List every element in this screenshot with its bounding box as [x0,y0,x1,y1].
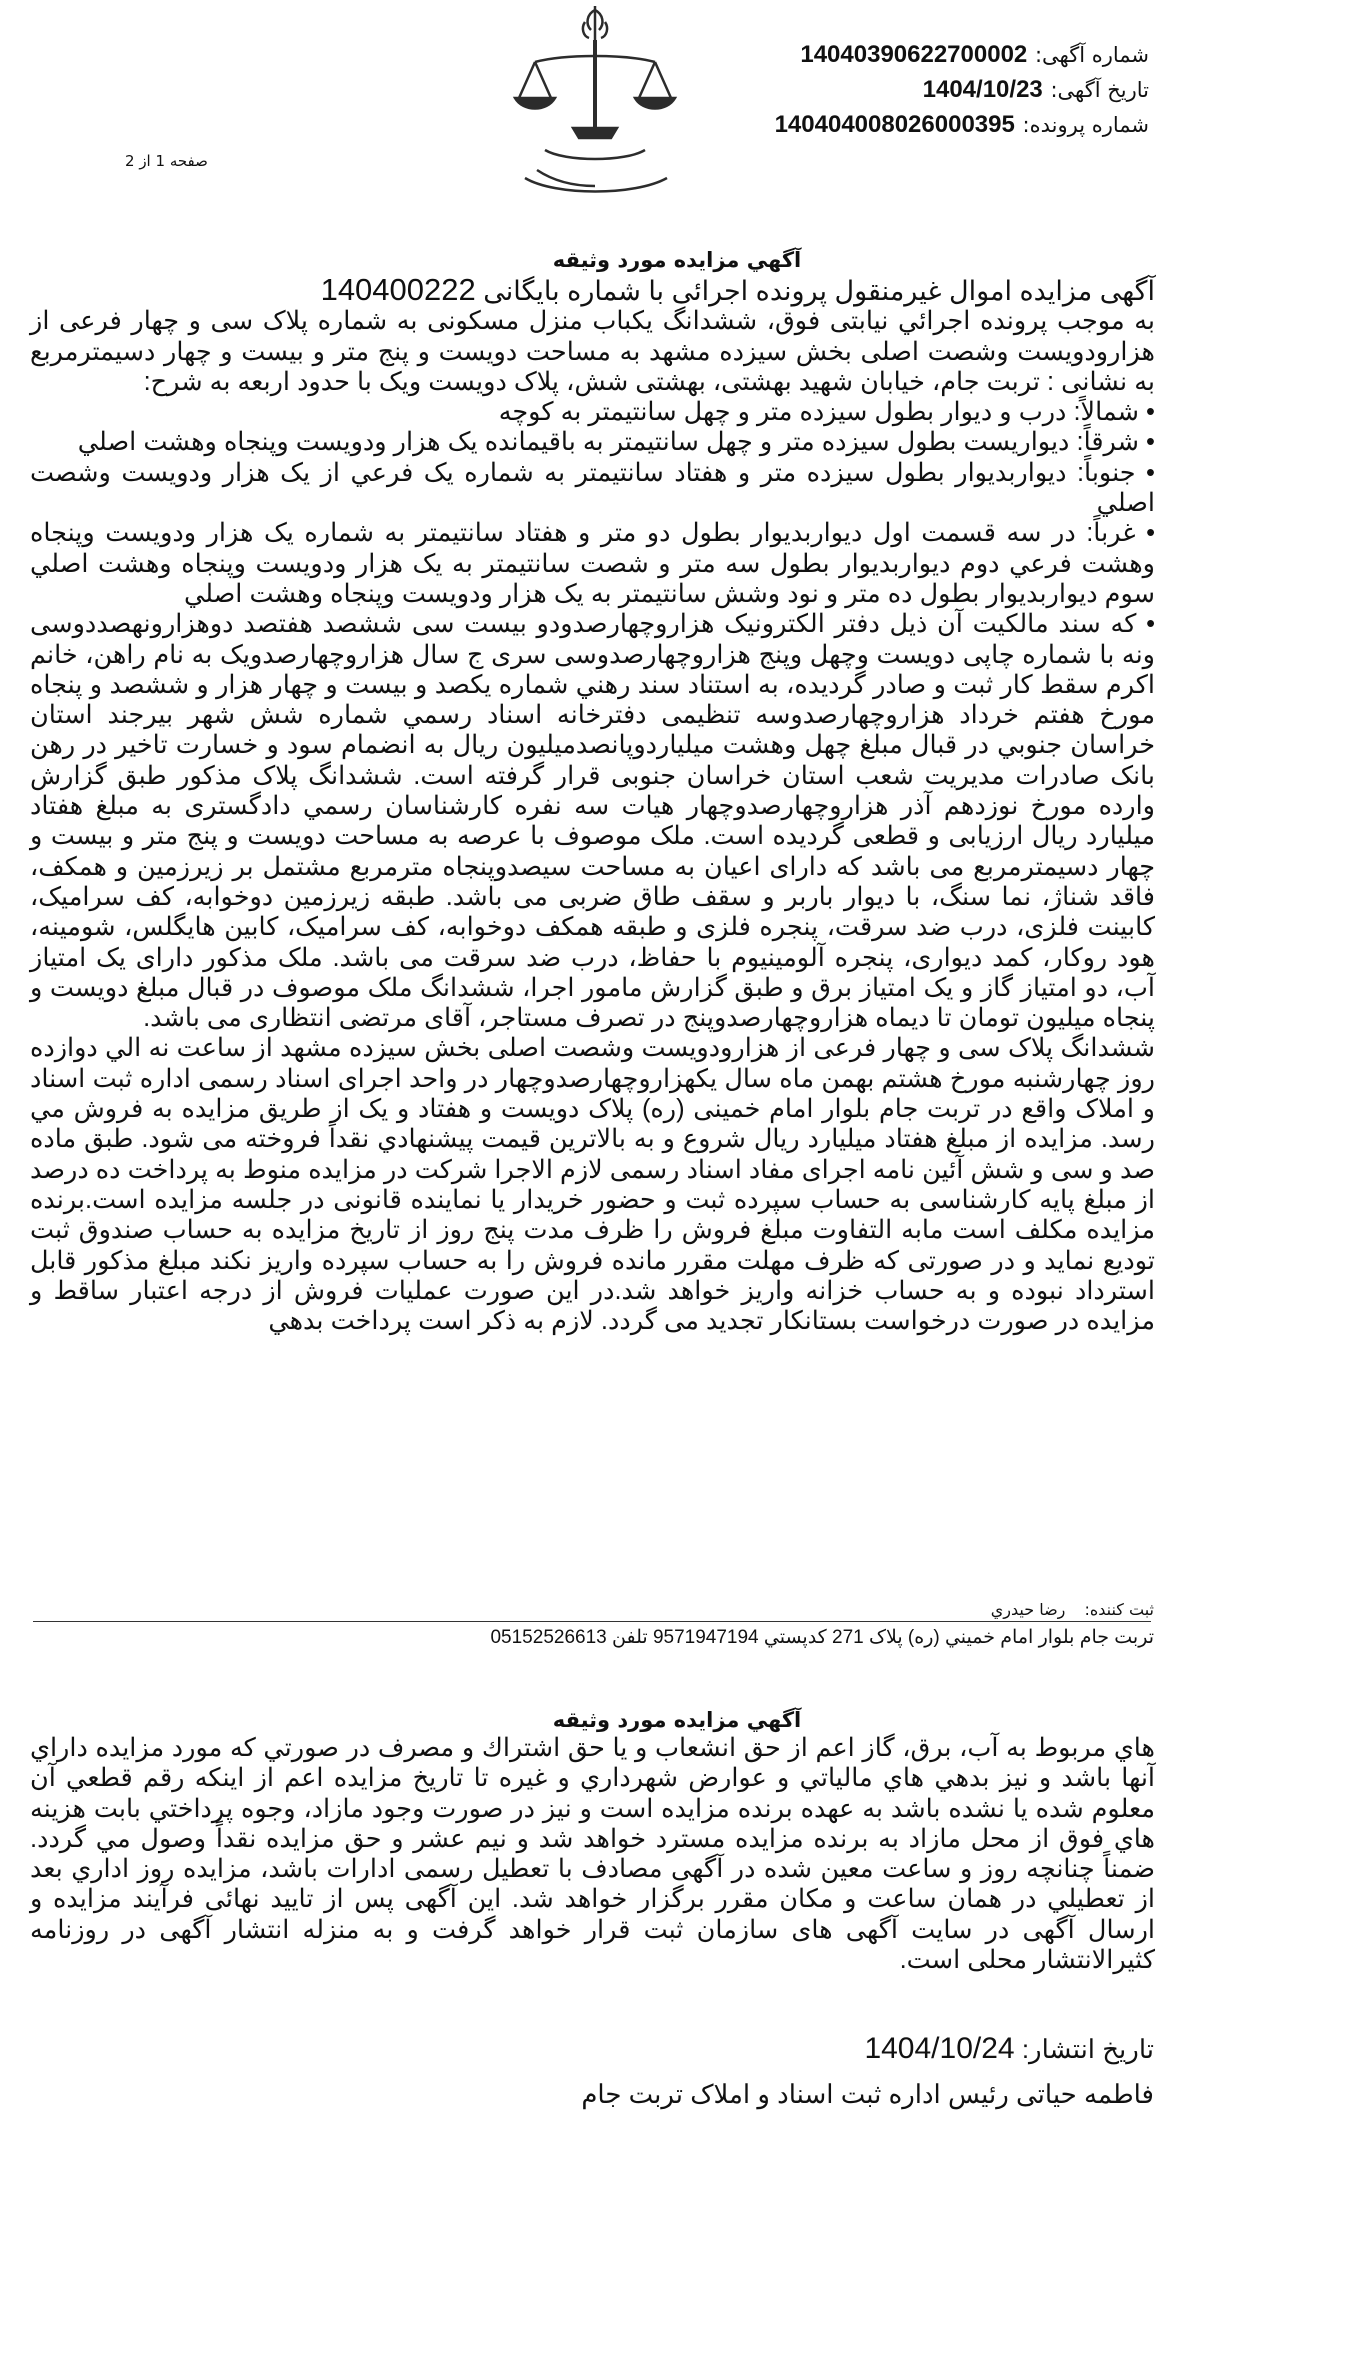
office-address: تربت جام بلوار امام خميني (ره) پلاک 271 کدپستي 9571947194 تلفن 05152526613 [490,1627,1154,1648]
page-number: صفحه 1 از 2 [125,152,208,170]
section2-title: آگهي مزايده مورد وثيقه [552,1708,802,1732]
paragraph-intro: به موجب پرونده اجرائي نيابتی فوق، ششدانگ یکباب منزل مسکونی به شماره پلاک سی و چهار فرعی از هزارودویست وشصت اصلی بخش سیزده مشهد به مساحت دویست و پنج متر و بیست و چهار دسیمترمربع به نشانی : تربت جام، خیابان شهید بهشتی، بهشتی شش، پلاک دویست ویک با حدود اربعه به شرح: [30,307,1155,396]
file-number-row: شماره پرونده: 140404008026000395 [774,111,1149,138]
notice-number-row: شماره آگهی: 14040390622700002 [800,41,1149,68]
paragraph-auction: ششدانگ پلاک سی و چهار فرعی از هزارودویست وشصت اصلی بخش سیزده مشهد از ساعت نه الي دوازده روز چهارشنبه مورخ هشتم بهمن ماه سال یکهزاروچهارصدوچهار در واحد اجرای اسناد رسمی اداره ثبت اسناد و املاک واقع در تربت جام بلوار امام خمینی (ره) پلاک دویست و هفتاد و یک از طریق مزایده به فروش مي رسد. مزایده از مبلغ هفتاد میلیارد ریال شروع و به بالاترین قیمت پیشنهادي نقداً فروخته می شود. طبق ماده صد و سی و شش آئین نامه اجرای مفاد اسناد رسمی لازم الاجرا شرکت در مزایده منوط به پرداخت ده درصد از مبلغ پایه کارشناسی به حساب سپرده ثبت و حضور خریدار یا نماینده قانونی در جلسه مزایده است.برنده مزایده مکلف است مابه التفاوت مبلغ فروش را ظرف مدت پنج روز از تاریخ مزایده به حساب صندوق ثبت تودیع نماید و در صورتی که ظرف مهلت مقرر مانده فروش را به حساب سپرده واریز نکند مبلغ مذکور قابل استرداد نبوده و به حساب خزانه واریز خواهد شد.در این صورت عملیات فروش از درجه اعتبار ساقط و مزایده در صورت درخواست بستانکار تجدید می گردد. لازم به ذکر است پرداخت بدهي [30,1034,1155,1336]
paragraph-continuation: هاي مربوط به آب، برق، گاز اعم از حق انشعاب و یا حق اشتراك و مصرف در صورتي كه مورد مزايده داراي آنها باشد و نيز بدهي هاي مالياتي و عوارض شهرداري و غيره تا تاريخ مزايده اعم از اينكه رقم قطعي آن معلوم شده يا نشده باشد به عهده برنده مزايده است و نيز در صورت وجود مازاد، وجوه پرداختي بابت هزينه هاي فوق از محل مازاد به برنده مزايده مسترد خواهد شد و نيم عشر و حق مزايده نقداً وصول مي گردد. ضمناً چنانچه روز و ساعت معین شده در آگهی مصادف با تعطیل رسمی ادارات باشد، مزایده روز اداري بعد از تعطيلي در همان ساعت و مكان مقرر برگزار خواهد شد. اين آگهی پس از تایید نهائی فرآیند مزایده و ارسال آگهی در سایت آگهی های سازمان ثبت قرار خواهد گرفت و به منزله انتشار آگهی در روزنامه کثیرالانتشار محلی است. [30,1734,1155,1975]
notice-headline: آگهی مزایده اموال غیرمنقول پرونده اجرائی با شماره بایگانی 140400222 [320,272,1155,307]
file-number: 140404008026000395 [774,111,1015,138]
section2-body [30,1733,1155,1975]
notice-meta [775,38,1149,143]
boundary-east: • شرقاً: دیواریست بطول سیزده متر و چهل سانتیمتر به باقیمانده یک هزار ودویست وپنجاه وهشت اصلي [77,428,1155,457]
registrar-line: ثبت کننده: رضا حیدري [990,1600,1154,1619]
notice-date-row: تاریخ آگهی: 1404/10/23 [922,76,1149,103]
signature-line: فاطمه حیاتی رئیس اداره ثبت اسناد و املاک تربت جام [581,2079,1154,2109]
notice-number: 14040390622700002 [800,41,1028,68]
paragraph-ownership: • که سند مالکیت آن ذیل دفتر الکترونیک هزاروچهارصدودو بیست سی ششصد هفتصد دوهزارونهصددوسی ونه با شماره چاپی دویست وچهل وپنج هزاروچهارصدوسی سری ج سال هزاروچهارصدویک به نام راهن، خانم اکرم سقط کار ثبت و صادر گردیده، به استناد سند رهني شماره یکصد و بیست و چهار هزار و ششصد و پنجاه مورخ هفتم خرداد هزاروچهارصدوسه تنظیمی دفترخانه اسناد رسمي شماره شش شهر بیرجند استان خراسان جنوبي در قبال مبلغ چهل وهشت میلیاردوپانصدمیلیون ریال به انضمام سود و خسارت تاخیر در رهن بانک صادرات مدیریت شعب استان خراسان جنوبی قرار گرفته است. ششدانگ پلاک مذکور طبق گزارش وارده مورخ نوزدهم آذر هزاروچهارصدوچهار هیات سه نفره کارشناسان رسمي دادگستری به مبلغ هفتاد میلیارد ریال ارزیابی و قطعی گردیده است. ملک موصوف با عرصه به مساحت دویست و پنج متر و بیست و چهار دسیمترمربع می باشد که دارای اعیان به مساحت سیصدوپنجاه مترمربع مشتمل بر زیرزمین و همکف، فاقد شناژ، نما سنگ، با دیوار باربر و سقف طاق ضربی می باشد. طبقه زیرزمین دوخوابه، کف سرامیک، کابینت فلزی، درب ضد سرقت، پنجره فلزی و طبقه همکف دوخوابه، کف سرامیک، کابین هایگلس، شومینه، هود روکار، کمد دیواری، پنجره آلومینیوم با حفاظ، درب ضد سرقت می باشد. ملک مذکور دارای یک امتیاز آب، دو امتیاز گاز و یک امتیاز برق و طبق گزارش مامور اجرا، ششدانگ ملک موصوف در قبال مبلغ دویست و پنجاه میلیون تومان تا دیماه هزاروچهارصدوپنج در تصرف مستاجر، آقای مرتضی انتظاری می باشد. [30,610,1155,1033]
notice-date: 1404/10/23 [922,76,1043,103]
judiciary-logo-icon [495,0,695,205]
archive-number: 140400222 [320,272,476,307]
boundary-north: • شمالاً: درب و دیوار بطول سیزده متر و چهل سانتیمتر به کوچه [498,398,1155,427]
publish-date: 1404/10/24 [864,2032,1015,2065]
boundary-west: • غرباً: در سه قسمت اول دیواربدیوار بطول دو متر و هفتاد سانتیمتر به شماره یک هزار ودویست وپنجاه وهشت فرعي دوم دیواربدیوار بطول سه متر و شصت سانتیمتر به یک هزار ودویست وپنجاه وهشت اصلي سوم دیواربدیوار بطول ده متر و نود وشش سانتیمتر به یک هزار ودویست وپنجاه وهشت اصلي [30,519,1155,608]
publish-date-line: تاریخ انتشار: 1404/10/24 [864,2032,1154,2065]
section1-title: آگهي مزايده مورد وثيقه [552,248,802,272]
section1-body [30,272,1155,1336]
boundary-south: • جنوباً: دیواربدیوار بطول سیزده متر و هفتاد سانتیمتر به شماره یک فرعي از یک هزار ودویست وشصت اصلي [30,458,1155,518]
registrar-name: رضا حیدري [990,1600,1066,1619]
footer-divider [33,1621,1151,1622]
